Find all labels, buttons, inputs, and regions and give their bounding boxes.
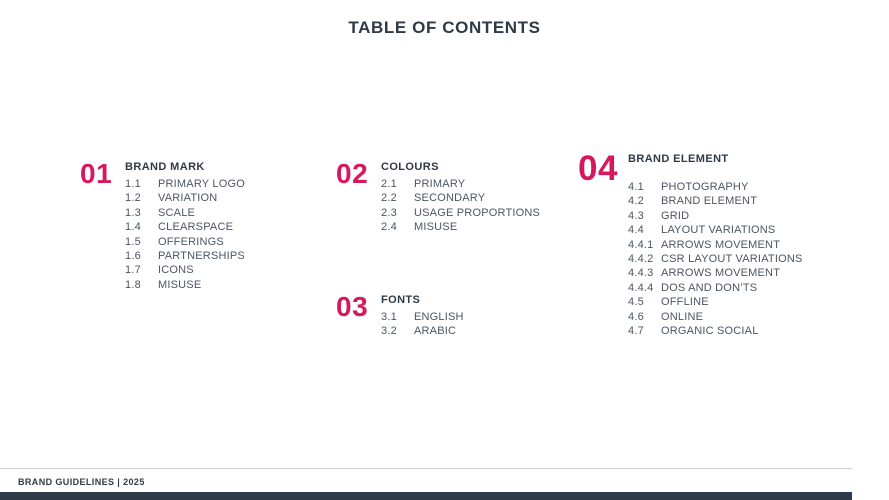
toc-item-label: ARROWS MOVEMENT [661,267,781,280]
toc-item-label: ARROWS MOVEMENT [661,238,781,251]
toc-item-label: GRID [661,209,690,222]
toc-item [125,191,245,205]
section-number: 03 [336,291,369,322]
toc-item [125,177,245,191]
toc-item-label: OFFLINE [661,296,709,309]
toc-item-number: 1.1 [125,178,141,190]
footer-divider [0,468,852,469]
toc-section-brand-mark [80,160,245,292]
toc-item-label: ICONS [158,264,194,277]
toc-item [628,324,803,338]
toc-item [628,295,803,309]
section-items [381,177,540,235]
toc-item-label: PRIMARY [414,178,466,190]
toc-section-fonts [336,293,464,339]
toc-item-label: OFFERINGS [158,235,224,248]
toc-item-label: CSR LAYOUT VARIATIONS [661,253,803,266]
toc-item [125,249,245,263]
toc-item [628,252,803,266]
toc-item-number: 4.6 [628,310,644,323]
toc-item-number: 1.8 [125,278,141,291]
toc-item-number: 2.4 [381,221,397,234]
section-title: BRAND ELEMENT [628,153,729,165]
toc-item-number: 4.4 [628,224,644,237]
toc-item [381,220,540,234]
toc-item-label: SCALE [158,206,196,219]
toc-item-label: ORGANIC SOCIAL [661,325,759,338]
toc-item-number: 3.2 [381,325,397,338]
toc-item-number: 4.4.3 [628,267,654,280]
toc-item-number: 1.2 [125,192,141,205]
section-number: 02 [336,158,369,189]
toc-item-number: 4.4.1 [628,238,654,251]
toc-section-colours [336,160,540,235]
toc-item [125,235,245,249]
toc-item [628,223,803,237]
footer-accent-bar [0,492,852,500]
section-number: 01 [80,158,113,189]
toc-item [125,278,245,292]
toc-item [628,209,803,223]
toc-item [381,191,540,205]
section-items [125,177,245,292]
toc-item-number: 1.5 [125,235,141,248]
toc-item-number: 1.4 [125,221,141,234]
toc-item [628,180,803,194]
toc-item [381,177,540,191]
toc-item-number: 4.1 [628,181,644,193]
toc-item [381,324,464,338]
section-title: BRAND MARK [125,161,205,173]
toc-item-number: 2.3 [381,206,397,219]
toc-item-label: MISUSE [414,221,458,234]
footer-label: BRAND GUIDELINES | 2025 [18,477,145,487]
toc-item-number: 4.4.4 [628,281,654,294]
toc-item-label: BRAND ELEMENT [661,195,758,208]
toc-item-number: 4.7 [628,325,644,338]
toc-item-label: DOS AND DON’TS [661,281,758,294]
toc-item [125,263,245,277]
toc-item-label: PRIMARY LOGO [158,178,245,190]
toc-item [125,206,245,220]
toc-item [125,220,245,234]
section-items [381,310,464,339]
section-title: FONTS [381,294,421,306]
toc-item [628,266,803,280]
toc-item-label: CLEARSPACE [158,221,234,234]
toc-item-number: 3.1 [381,311,397,323]
toc-item-label: ONLINE [661,310,704,323]
toc-item [628,238,803,252]
toc-item-label: LAYOUT VARIATIONS [661,224,776,237]
toc-item [628,310,803,324]
toc-section-brand-element [578,149,803,338]
toc-item [381,206,540,220]
section-number: 04 [578,149,618,188]
toc-item-label: PHOTOGRAPHY [661,181,749,193]
toc-item-number: 4.2 [628,195,644,208]
section-title: COLOURS [381,161,439,173]
toc-item-label: ARABIC [414,325,457,338]
toc-item-number: 4.5 [628,296,644,309]
toc-item-label: ENGLISH [414,311,464,323]
toc-item [628,281,803,295]
toc-item-label: MISUSE [158,278,202,291]
toc-item-number: 1.7 [125,264,141,277]
toc-item [628,194,803,208]
section-items [628,180,803,338]
toc-item-label: VARIATION [158,192,218,205]
toc-item-number: 1.6 [125,250,141,263]
toc-item-number: 2.1 [381,178,397,190]
toc-item-label: USAGE PROPORTIONS [414,206,541,219]
toc-item-label: SECONDARY [414,192,486,205]
toc-item-number: 2.2 [381,192,397,205]
toc-item [381,310,464,324]
toc-item-number: 4.3 [628,209,644,222]
toc-item-number: 1.3 [125,206,141,219]
toc-item-number: 4.4.2 [628,253,654,266]
page-title: TABLE OF CONTENTS [348,18,541,37]
toc-item-label: PARTNERSHIPS [158,250,245,263]
